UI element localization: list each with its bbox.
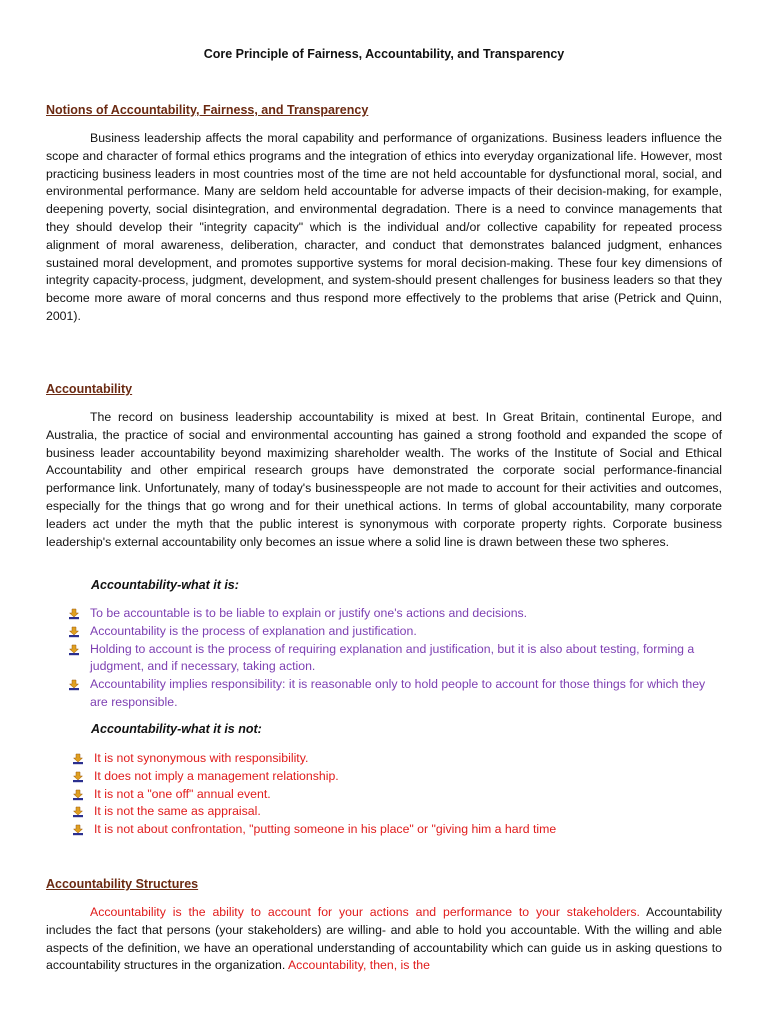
list-item-text: It is not synonymous with responsibility.	[94, 751, 309, 765]
list-item-text: Accountability is the process of explanation and justification.	[90, 623, 417, 638]
arrow-bullet-icon	[72, 771, 84, 783]
arrow-bullet-icon	[72, 824, 84, 836]
paragraph-red-end: Accountability, then, is the	[287, 958, 430, 973]
list-item	[68, 676, 724, 712]
arrow-bullet-icon	[72, 806, 84, 818]
list-item-text: It does not imply a management relationship.	[94, 768, 339, 783]
list-item-text: It is not about confrontation, "putting someone in his place" or "giving him a hard time	[94, 822, 557, 837]
list-item	[68, 803, 724, 821]
paragraph-text: Accountability includes the fact that persons (your stakeholders) are willing- and able to hold you accountable. With the willing and able aspects of the definition, we have an operational understanding of accountability which can guide us in asking questions to accountability structures in the organization.	[46, 905, 723, 973]
subheading-what-it-is-not: Accountability-what it is not:	[91, 722, 262, 736]
section-heading-notions: Notions of Accountability, Fairness, and Transparency	[46, 103, 369, 117]
list-what-it-is	[68, 605, 724, 712]
document-title: Core Principle of Fairness, Accountability, and Transparency	[203, 47, 565, 61]
subheading-what-it-is: Accountability-what it is:	[91, 578, 239, 592]
list-item	[68, 821, 724, 839]
list-item	[68, 641, 724, 677]
section-paragraph-structures	[46, 904, 722, 975]
paragraph-text: The record on business leadership accountability is mixed at best. In Great Britain, continental Europe, and Australia, the practice of social and environmental accounting has gained a strong foothold and expanded the scope of business leader accountability beyond maximizing shareholder wealth. The works of the Institute of Social and Ethical Accountability and other empirical research groups have demonstrated the corporate social performance-financial performance link. Unfortunately, many of today's businesspeople are not made to account for their activities and outcomes, especially for the things that go wrong and for their unethical actions. In terms of global accountability, many corporate leaders act under the myth that the public interest is synonymous with corporate property rights. Corporate business leadership's external accountability only becomes an issue where a solid line is drawn between these two spheres.	[46, 410, 722, 549]
section-paragraph-accountability	[46, 409, 722, 551]
list-what-it-is-not	[68, 750, 724, 839]
arrow-bullet-icon	[68, 644, 80, 656]
section-heading-accountability: Accountability	[46, 382, 133, 396]
arrow-bullet-icon	[72, 753, 84, 765]
list-item	[68, 786, 724, 804]
list-item	[68, 768, 724, 786]
list-item-text: To be accountable is to be liable to explain or justify one's actions and decisions.	[90, 606, 528, 620]
list-item-text: It is not the same as appraisal.	[94, 804, 261, 819]
list-item-text: It is not a "one off" annual event.	[94, 786, 271, 801]
paragraph-text: Business leadership affects the moral capability and performance of organizations. Business leaders influence the scope and character of formal ethics programs and the integration of ethics into everyday organizational life. However, most practicing business leaders in most countries most of the time are not held accountable for dysfunctional moral, social, and environmental performance. Many are seldom held accountable for adverse impacts of their decision-making, for example, deepening poverty, social disintegration, and environmental degradation. There is a need to convince managements that they should develop their "integrity capacity" which is the individual and/or collective capability for repeated process alignment of moral awareness, deliberation, character, and conduct that demonstrates balanced judgment, enhances sustained moral development, and promotes supportive systems for moral decision-making. These four key dimensions of integrity capacity-process, judgment, development, and system-should present challenges for business leaders so that they become more aware of moral concerns and thus respond more effectively to the problems that arise (Petrick and Quinn, 2001).	[46, 131, 722, 323]
arrow-bullet-icon	[72, 789, 84, 801]
paragraph-red-start: Accountability is the ability to account for your actions and performance to your stakeholders.	[90, 905, 640, 919]
arrow-bullet-icon	[68, 608, 80, 620]
arrow-bullet-icon	[68, 626, 80, 638]
list-item	[68, 623, 724, 641]
list-item	[68, 605, 724, 623]
section-paragraph-notions	[46, 130, 722, 326]
arrow-bullet-icon	[68, 679, 80, 691]
section-heading-structures: Accountability Structures	[46, 877, 199, 891]
list-item	[68, 750, 724, 768]
list-item-text: Holding to account is the process of requiring explanation and justification, but it is also about testing, forming a judgment, and if necessary, taking action.	[90, 641, 695, 674]
list-item-text: Accountability implies responsibility: it is reasonable only to hold people to account for those things for which they are responsible.	[90, 677, 706, 709]
